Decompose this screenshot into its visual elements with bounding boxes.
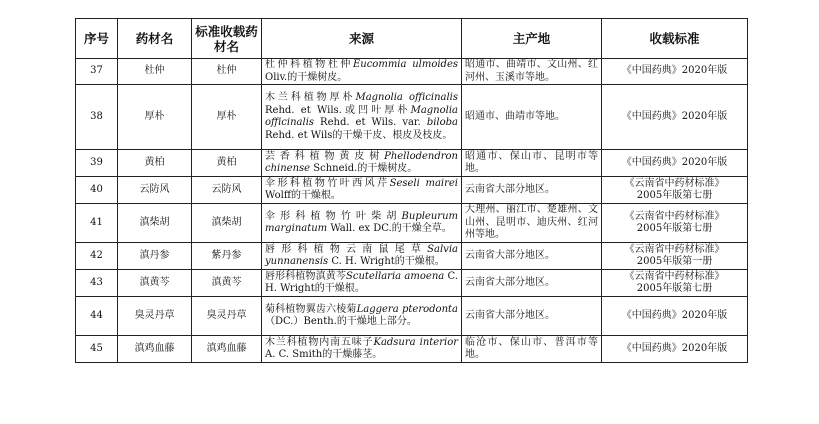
- cell-herb-name: 云防风: [118, 177, 192, 204]
- cell-production-area: 临沧市、保山市、普洱市等地。: [462, 336, 602, 363]
- cell-standard-name: 滇柴胡: [192, 204, 262, 243]
- latin-name: Magnolia officinalis: [265, 104, 458, 128]
- source-text: 杜仲科植物杜仲: [265, 59, 353, 70]
- standard-line: 《中国药典》2020年版: [621, 342, 728, 354]
- cell-source: [262, 177, 462, 204]
- header-collection-standard: 收载标准: [602, 19, 748, 59]
- cell-standard-name: 厚朴: [192, 85, 262, 150]
- cell-production-area: 云南省大部分地区。: [462, 243, 602, 270]
- table-row: [76, 177, 748, 204]
- cell-production-area: 昭通市、曲靖市等地。: [462, 85, 602, 150]
- cell-standard-name: 黄柏: [192, 150, 262, 177]
- cell-source: [262, 204, 462, 243]
- cell-production-area: 大理州、丽江市、楚雄州、文山州、昆明市、迪庆州、红河州等地。: [462, 204, 602, 243]
- standard-line: 《云南省中药材标准》: [624, 270, 725, 282]
- cell-source: [262, 270, 462, 297]
- header-row: [76, 19, 748, 59]
- source-text: Rehd. et Wils: [265, 129, 333, 141]
- cell-standard-name: 紫丹参: [192, 243, 262, 270]
- cell-herb-name: 黄柏: [118, 150, 192, 177]
- source-text: 或凹叶厚朴: [341, 104, 411, 116]
- cell-source: [262, 336, 462, 363]
- source-text: 的干燥根。: [394, 256, 445, 267]
- standard-line: 《云南省中药材标准》: [624, 243, 725, 255]
- standard-line: 《中国药典》2020年版: [621, 65, 728, 77]
- table-header: [76, 19, 748, 59]
- cell-production-area: 云南省大部分地区。: [462, 177, 602, 204]
- source-text: 唇形科植物滇黄芩: [265, 270, 346, 282]
- source-text: 伞形科植物竹叶西风芹: [265, 177, 390, 189]
- cell-production-area: 昭通市、保山市、昆明市等地。: [462, 150, 602, 177]
- cell-number: 40: [76, 177, 118, 204]
- source-text: A. C. Smith: [265, 349, 323, 360]
- cell-number: 44: [76, 297, 118, 336]
- source-text: 的干燥树皮。: [357, 163, 418, 174]
- source-text: 伞形科植物竹叶柴胡: [265, 210, 402, 222]
- table-row: [76, 204, 748, 243]
- source-text: Rehd. et Wils. var.: [314, 117, 427, 128]
- header-source: 来源: [262, 19, 462, 59]
- standard-line: 《云南省中药材标准》: [624, 177, 725, 189]
- source-text: 的干燥根。: [314, 283, 365, 294]
- source-text: C. H. Wright: [265, 270, 458, 294]
- source-text: Rehd. et Wils.: [265, 104, 342, 116]
- table-row: [76, 59, 748, 85]
- standard-line: 《云南省中药材标准》: [624, 210, 725, 222]
- latin-name: Eucommia ulmoides: [352, 59, 458, 70]
- table-row: [76, 297, 748, 336]
- cell-number: 38: [76, 85, 118, 150]
- cell-herb-name: 滇柴胡: [118, 204, 192, 243]
- table-row: [76, 243, 748, 270]
- cell-source: [262, 85, 462, 150]
- latin-name: Bupleurum marginatum: [265, 210, 458, 234]
- cell-number: 37: [76, 59, 118, 85]
- header-standard-name: [192, 19, 262, 59]
- table-row: [76, 336, 748, 363]
- header-number: 序号: [76, 19, 118, 59]
- cell-production-area: 云南省大部分地区。: [462, 270, 602, 297]
- source-text: 的干燥干皮、根皮及枝皮。: [332, 129, 453, 141]
- herb-standards-table: [75, 18, 748, 363]
- cell-source: [262, 243, 462, 270]
- cell-number: 39: [76, 150, 118, 177]
- source-text: 的干燥藤茎。: [322, 349, 383, 360]
- standard-line: 《中国药典》2020年版: [621, 309, 728, 321]
- latin-name: Phellodendron chinense: [265, 150, 458, 174]
- cell-collection-standard: [602, 85, 748, 150]
- latin-name: biloba: [426, 117, 458, 128]
- cell-production-area: 昭通市、曲靖市、文山州、红河州、玉溪市等地。: [462, 59, 602, 85]
- source-text: Schneid.: [310, 163, 358, 174]
- cell-collection-standard: [602, 59, 748, 85]
- cell-collection-standard: [602, 177, 748, 204]
- cell-herb-name: 杜仲: [118, 59, 192, 85]
- cell-collection-standard: [602, 243, 748, 270]
- cell-source: [262, 297, 462, 336]
- cell-herb-name: 滇丹参: [118, 243, 192, 270]
- cell-herb-name: 臭灵丹草: [118, 297, 192, 336]
- source-text: 芸香科植物黄皮树: [265, 150, 385, 162]
- cell-source: [262, 150, 462, 177]
- table-row: [76, 270, 748, 297]
- source-text: 的干燥全草。: [391, 223, 452, 234]
- source-text: 唇形科植物云南鼠尾草: [265, 243, 428, 255]
- source-text: 木兰科植物厚朴: [265, 92, 356, 103]
- cell-standard-name: 滇鸡血藤: [192, 336, 262, 363]
- header-standard-name-line1: 标准收载药: [195, 23, 258, 39]
- standard-line: 《中国药典》2020年版: [621, 156, 728, 168]
- cell-collection-standard: [602, 204, 748, 243]
- cell-number: 45: [76, 336, 118, 363]
- cell-collection-standard: [602, 270, 748, 297]
- cell-herb-name: 滇鸡血藤: [118, 336, 192, 363]
- source-text: 菊科植物翼齿六棱菊: [265, 303, 357, 315]
- header-standard-name-line2: 材名: [213, 38, 239, 54]
- source-text: 的干燥地上部分。: [336, 316, 417, 327]
- cell-number: 43: [76, 270, 118, 297]
- source-text: （DC.）Benth.: [265, 316, 337, 327]
- latin-name: Kadsura interior: [373, 336, 458, 348]
- header-herb-name: 药材名: [118, 19, 192, 59]
- standard-line: 2005年版第七册: [636, 190, 713, 201]
- source-text: 的干燥树皮。: [287, 71, 348, 83]
- cell-standard-name: 杜仲: [192, 59, 262, 85]
- cell-herb-name: 滇黄芩: [118, 270, 192, 297]
- table-row: [76, 85, 748, 150]
- latin-name: Seseli mairei: [389, 177, 459, 189]
- cell-collection-standard: [602, 336, 748, 363]
- source-text: C. H. Wright: [328, 256, 395, 267]
- cell-standard-name: 云防风: [192, 177, 262, 204]
- cell-production-area: 云南省大部分地区。: [462, 297, 602, 336]
- source-text: 木兰科植物内南五味子: [265, 336, 374, 348]
- standard-line: 2005年版第七册: [636, 283, 713, 294]
- source-text: Oliv.: [265, 71, 288, 83]
- cell-standard-name: 滇黄芩: [192, 270, 262, 297]
- source-text: Wolff: [265, 190, 291, 201]
- table-row: [76, 150, 748, 177]
- standard-line: 《中国药典》2020年版: [621, 110, 728, 122]
- latin-name: Magnolia officinalis: [355, 92, 459, 103]
- cell-number: 41: [76, 204, 118, 243]
- latin-name: Scutellaria amoena: [346, 270, 445, 282]
- source-text: 的干燥根。: [290, 190, 341, 201]
- cell-source: [262, 59, 462, 85]
- cell-number: 42: [76, 243, 118, 270]
- table-body: [76, 59, 748, 363]
- header-production-area: 主产地: [462, 19, 602, 59]
- cell-standard-name: 臭灵丹草: [192, 297, 262, 336]
- cell-collection-standard: [602, 297, 748, 336]
- standard-line: 2005年版第七册: [636, 223, 713, 234]
- latin-name: Salvia yunnanensis: [265, 243, 458, 267]
- standard-line: 2005年版第一册: [636, 256, 713, 267]
- latin-name: Laggera pterodonta: [356, 303, 458, 315]
- source-text: Wall. ex DC.: [327, 223, 392, 234]
- cell-collection-standard: [602, 150, 748, 177]
- cell-herb-name: 厚朴: [118, 85, 192, 150]
